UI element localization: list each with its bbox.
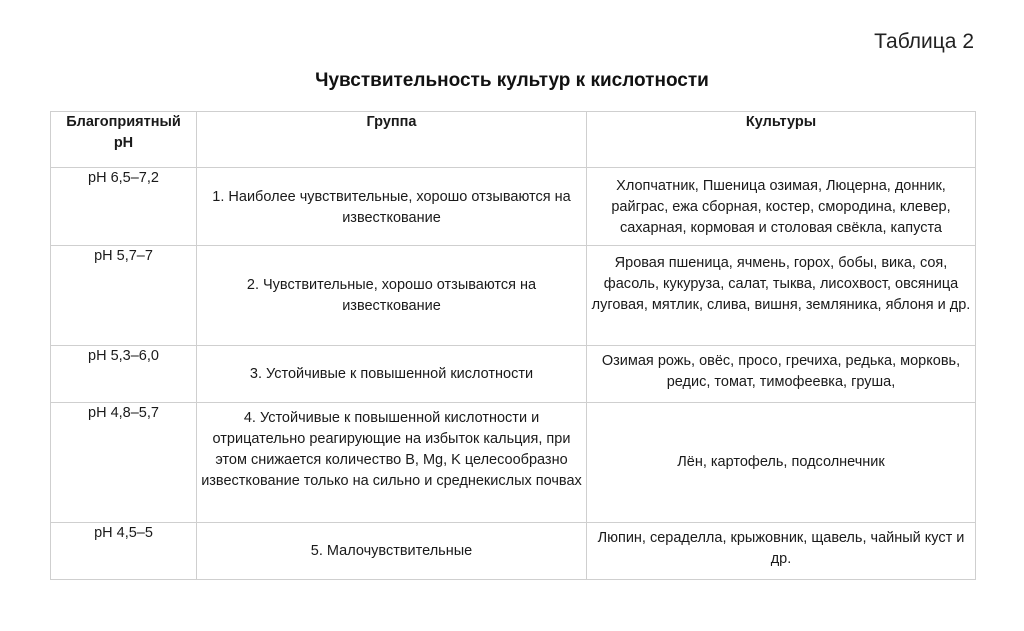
cell-ph: рН 6,5–7,2 (51, 168, 197, 246)
cell-group: 2. Чувствительные, хорошо отзываются на известкование (197, 246, 587, 346)
cell-ph: рН 4,5–5 (51, 523, 197, 580)
header-crops: Культуры (587, 112, 976, 168)
cell-ph: рН 5,3–6,0 (51, 346, 197, 403)
crop-acidity-table (50, 111, 976, 580)
table-row (51, 346, 976, 403)
cell-group: 4. Устойчивые к повышенной кислотности и отрицательно реагирующие на избыток кальция, при этом снижается количество B, Mg, K целесообразно известкование только на сильно и среднекислых почвах (197, 403, 587, 523)
cell-ph: рН 4,8–5,7 (51, 403, 197, 523)
table-row (51, 403, 976, 523)
header-group: Группа (197, 112, 587, 168)
cell-group: 5. Малочувствительные (197, 523, 587, 580)
cell-group: 1. Наиболее чувствительные, хорошо отзываются на известкование (197, 168, 587, 246)
cell-crops-text: Озимая рожь, овёс, просо, гречиха, редька, морковь, редис, томат, тимофеевка, груша, (601, 353, 961, 390)
page-title: Чувствительность культур к кислотности (315, 70, 709, 91)
cell-ph: рН 5,7–7 (51, 246, 197, 346)
cell-crops-text: Хлопчатник, Пшеница озимая, Люцерна, донник, райграс, ежа сборная, костер, смородина, клевер, сахарная, кормовая и столовая свёкла, капуста (611, 178, 951, 236)
cell-group: 3. Устойчивые к повышенной кислотности (197, 346, 587, 403)
table-row (51, 246, 976, 346)
table-row (51, 168, 976, 246)
header-ph: Благоприятный рН (51, 112, 197, 168)
table-header-row (51, 112, 976, 168)
table-caption: Таблица 2 (874, 30, 974, 53)
cell-crops (587, 346, 976, 403)
cell-crops: Яровая пшеница, ячмень, горох, бобы, вика, соя, фасоль, кукуруза, салат, тыква, лисохвост, овсяница луговая, мятлик, слива, вишня, земляника, яблоня и др. (587, 246, 976, 346)
cell-crops: Люпин, сераделла, крыжовник, щавель, чайный куст и др. (587, 523, 976, 580)
table-row (51, 523, 976, 580)
cell-crops: Лён, картофель, подсолнечник (587, 403, 976, 523)
cell-crops (587, 168, 976, 246)
